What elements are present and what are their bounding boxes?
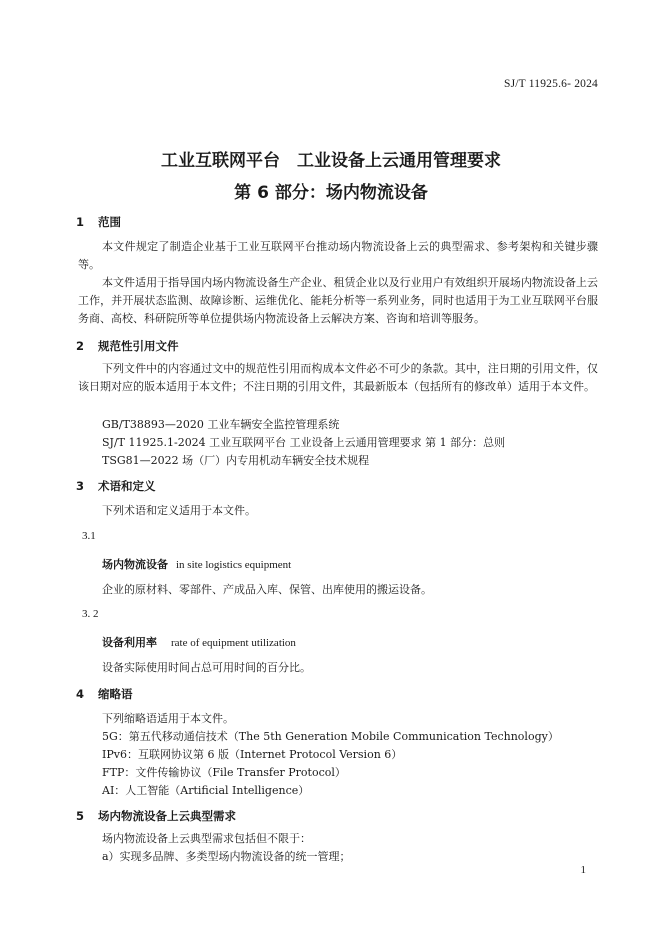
abbreviation-item: 5G：第五代移动通信技术（The 5th Generation Mobile Communication Technology） [102,730,559,743]
section-heading-typical-requirements [76,808,236,824]
section-title: 规范性引用文件 [98,339,179,353]
section-heading-abbreviations [76,686,133,702]
abbreviation-item: IPv6：互联网协议第 6 版（Internet Protocol Version 6） [102,748,403,761]
document-title-line2: 第 6 部分：场内物流设备 [234,183,428,203]
reference-item: GB/T38893—2020 工业车辆安全监控管理系统 [102,418,340,431]
section-heading-normative-references [76,338,179,354]
term-entry [102,634,296,650]
references-paragraph: 下列文件中的内容通过文中的规范性引用而构成本文件必不可少的条款。其中，注日期的引用文件，仅该日期对应的版本适用于本文件；不注日期的引用文件，其最新版本（包括所有的修改单）适用于本文件。 [78,362,598,393]
term-definition: 设备实际使用时间占总可用时间的百分比。 [102,661,311,674]
scope-paragraph-1: 本文件规定了制造企业基于工业互联网平台推动场内物流设备上云的典型需求、参考架构和关键步骤等。 [78,240,598,271]
section-number: 3 [76,479,85,493]
term-number: 3. 2 [82,608,99,620]
section-title: 场内物流设备上云典型需求 [98,809,236,823]
document-title-line1: 工业互联网平台 工业设备上云通用管理要求 [161,151,501,171]
standard-code: SJ/T 11925.6- 2024 [503,78,598,90]
section-title: 术语和定义 [98,479,156,493]
abbreviation-item: AI：人工智能（Artificial Intelligence） [102,784,310,797]
section-number: 4 [76,687,85,701]
abbreviations-intro: 下列缩略语适用于本文件。 [102,712,234,725]
page-number: 1 [580,864,586,876]
requirements-intro: 场内物流设备上云典型需求包括但不限于： [102,832,311,845]
term-english: rate of equipment utilization [171,637,296,649]
reference-item: TSG81—2022 场（厂）内专用机动车辆安全技术规程 [102,454,370,467]
abbreviation-item: FTP：文件传输协议（File Transfer Protocol） [102,766,346,779]
term-english: in site logistics equipment [176,559,292,571]
requirement-item: a）实现多品牌、多类型场内物流设备的统一管理； [102,850,351,863]
section-heading-terms [76,478,156,494]
term-definition: 企业的原材料、零部件、产成品入库、保管、出库使用的搬运设备。 [102,583,432,596]
term-chinese: 场内物流设备 [102,558,168,571]
section-title: 范围 [98,215,121,229]
scope-paragraph-2: 本文件适用于指导国内场内物流设备生产企业、租赁企业以及行业用户有效组织开展场内物流设备上云工作，并开展状态监测、故障诊断、运维优化、能耗分析等一系列业务，同时也适用于为工业互联网平台服务商、高校、科研院所等单位提供场内物流设备上云解决方案、咨询和培训等服务。 [78,276,598,325]
term-number: 3.1 [82,530,96,542]
term-entry [102,556,291,572]
section-number: 1 [76,215,85,229]
section-number: 5 [76,809,85,823]
section-heading-scope [76,214,121,230]
reference-item: SJ/T 11925.1-2024 工业互联网平台 工业设备上云通用管理要求 第 1 部分：总则 [102,436,506,449]
terms-intro: 下列术语和定义适用于本文件。 [102,504,256,517]
term-chinese: 设备利用率 [102,636,157,649]
section-number: 2 [76,339,85,353]
section-title: 缩略语 [98,687,133,701]
